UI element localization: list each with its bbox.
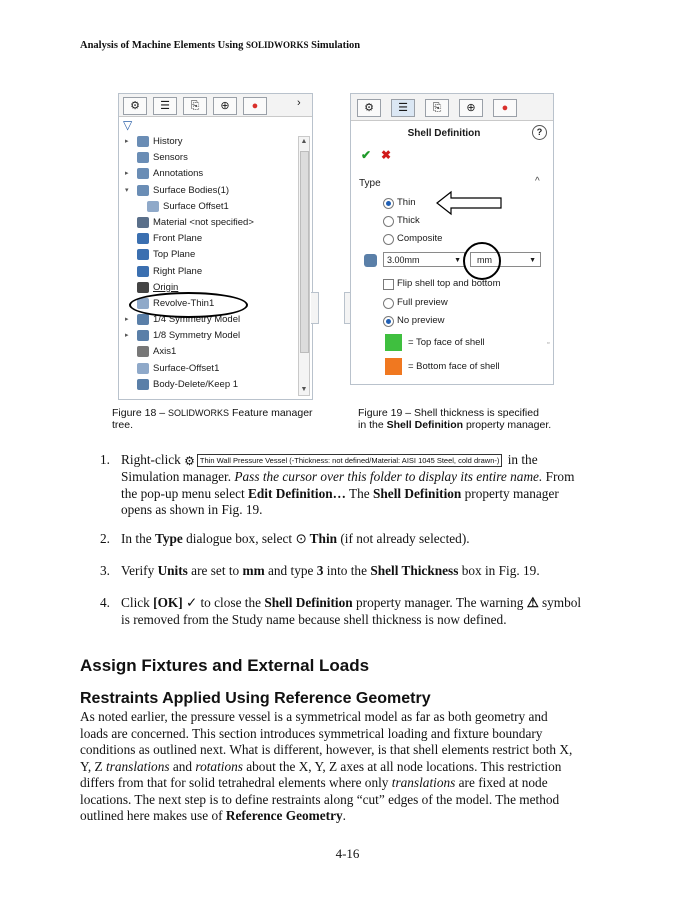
tree-item-icon <box>137 282 149 293</box>
highlight-ellipse <box>129 292 248 318</box>
feature-manager-tab-icon[interactable]: ⚙ <box>123 97 147 115</box>
check-icon: ✓ <box>182 595 198 610</box>
top-face-label: = Top face of shell <box>408 337 485 348</box>
tree-item-icon <box>137 346 149 357</box>
property-manager-tab-icon[interactable]: ☰ <box>153 97 177 115</box>
chevron-right-icon[interactable]: › <box>297 97 301 109</box>
cancel-button[interactable]: ✖ <box>381 148 392 162</box>
collapse-icon[interactable]: ^ <box>535 176 540 187</box>
display-manager-tab-icon[interactable]: ● <box>243 97 267 115</box>
tree-item-icon <box>137 330 149 341</box>
subsection-heading: Restraints Applied Using Reference Geometry <box>80 690 431 707</box>
property-manager-tab-icon[interactable]: ☰ <box>391 99 415 117</box>
tree-item-label: 1/8 Symmetry Model <box>153 330 241 342</box>
radio-button[interactable] <box>383 216 394 227</box>
tree-item-icon <box>137 249 149 260</box>
tree-item-label: Right Plane <box>153 265 203 277</box>
body-paragraph: As noted earlier, the pressure vessel is a symmetrical model as far as both geometry and loads are concerned. This section introduces symmetrical loading and fixture boundary conditions as outlined next. What is different, however, is that shell elements restrict both X, Y, Z translations and rotations about the X, Y, Z axes at all node locations. This restriction differs from that for solid tetrahedral elements where only translations are fixed at node locations. The next step is to define restraints along “cut” edges of the model. The method outlined here makes use of Reference Geometry. <box>80 709 573 823</box>
step-3-text: Verify Units are set to mm and type 3 into the Shell Thickness box in Fig. 19. <box>121 563 540 578</box>
configuration-manager-tab-icon[interactable]: ⎘ <box>183 97 207 115</box>
tree-item-label: Surface Bodies(1) <box>153 184 230 196</box>
tree-item-label: Top Plane <box>153 249 196 261</box>
tree-item-icon <box>137 217 149 228</box>
expand-icon[interactable]: ▸ <box>125 316 129 324</box>
tree-item-label: History <box>153 136 183 147</box>
tree-item[interactable] <box>123 231 299 247</box>
scroll-up-icon[interactable]: ▲ <box>300 138 308 145</box>
tree-item-icon <box>137 152 149 163</box>
tree-item-label: Material <not specified> <box>153 216 254 228</box>
step-2-text: In the Type dialogue box, select ⊙ Thin (if not already selected). <box>121 531 470 546</box>
dimxpert-tab-icon[interactable]: ⊕ <box>213 97 237 115</box>
tree-item[interactable] <box>123 134 299 150</box>
tree-item[interactable] <box>123 183 299 199</box>
scroll-handle-icon[interactable]: ▫ <box>547 340 550 347</box>
tree-item-label: Surface-Offset1 <box>153 362 220 374</box>
scroll-down-icon[interactable]: ▼ <box>300 386 308 393</box>
running-head: Analysis of Machine Elements Using SOLIDWORKS Simulation <box>80 40 361 51</box>
feature-manager-tab-icon[interactable]: ⚙ <box>357 99 381 117</box>
feature-tree-scrollbar[interactable] <box>298 136 310 396</box>
bottom-face-label: = Bottom face of shell <box>408 361 500 372</box>
tree-item-icon <box>137 136 149 147</box>
tree-item[interactable] <box>123 215 299 231</box>
page-number: 4-16 <box>335 846 360 861</box>
chevron-down-icon[interactable]: ▼ <box>529 257 536 264</box>
tree-item[interactable] <box>123 361 299 377</box>
expand-icon[interactable]: ▸ <box>125 138 129 145</box>
callout-arrow-icon <box>435 190 505 216</box>
radio-button[interactable] <box>383 316 394 327</box>
shell-thickness-icon <box>364 254 377 267</box>
unit-select[interactable]: mm ▼ <box>470 252 541 267</box>
expand-icon[interactable]: ▸ <box>125 170 129 178</box>
radio-button[interactable] <box>383 234 394 245</box>
tree-item-label: Sensors <box>153 152 188 164</box>
tree-item-label: Surface Offset1 <box>163 200 229 212</box>
feature-tree <box>123 134 299 393</box>
tree-item-label: Revolve-Thin1 <box>153 297 215 309</box>
property-manager-toolbar <box>351 94 553 121</box>
tree-item[interactable] <box>123 199 299 215</box>
tree-item-label: Axis1 <box>153 346 177 358</box>
feature-manager-panel <box>118 93 313 400</box>
shell-icon: ⚙ <box>184 453 195 468</box>
tree-item[interactable] <box>123 344 299 360</box>
tree-item-icon <box>137 314 149 325</box>
figure-18-caption: Figure 18 – SOLIDWORKS Feature manager tree. <box>112 407 313 431</box>
tree-item-label: Body-Delete/Keep 1 <box>153 378 239 390</box>
tree-item-label: Origin <box>153 281 179 293</box>
filter-icon[interactable]: ▽ <box>123 118 133 132</box>
tree-item-label: Front Plane <box>153 233 203 245</box>
display-manager-tab-icon[interactable]: ● <box>493 99 517 117</box>
dimxpert-tab-icon[interactable]: ⊕ <box>459 99 483 117</box>
top-face-color-swatch[interactable] <box>385 334 402 351</box>
highlight-circle <box>463 242 501 280</box>
warning-icon: ⚠ <box>526 595 539 610</box>
tree-item-icon <box>137 168 149 179</box>
section-heading: Assign Fixtures and External Loads <box>80 656 370 675</box>
bottom-face-color-swatch[interactable] <box>385 358 402 375</box>
scroll-thumb[interactable] <box>300 151 309 353</box>
tree-item-icon <box>137 185 149 196</box>
tree-item[interactable] <box>123 264 299 280</box>
step-4-text: Click [OK] ✓ to close the Shell Definition property manager. The warning ⚠ symbol is removed from the Study name because shell thickness is now defined. <box>121 595 582 627</box>
tree-item[interactable] <box>123 150 299 166</box>
tree-item-icon <box>137 379 149 390</box>
shell-thickness-input[interactable]: 3.00mm ▼ <box>383 252 465 267</box>
study-folder-label: Thin Wall Pressure Vessel (-Thickness: not defined/Material: AISI 1045 Steel, cold drawn-) <box>197 454 502 467</box>
radio-button[interactable] <box>383 198 394 209</box>
panel-splitter-handle[interactable] <box>311 292 319 324</box>
tree-item-label: Annotations <box>153 168 204 180</box>
expand-icon[interactable]: ▸ <box>125 332 129 340</box>
configuration-manager-tab-icon[interactable]: ⎘ <box>425 99 449 117</box>
checkbox[interactable] <box>383 279 394 290</box>
radio-selected-icon: ⊙ <box>295 531 307 546</box>
tree-item-icon <box>137 233 149 244</box>
step-1-text: Right-click ⚙ Thin Wall Pressure Vessel (-Thickness: not defined/Material: AISI 1045 Steel, cold drawn-) in the Simulation manager. Pass the cursor over this folder to display its entire name. From the pop-up menu select Edit Definition… The Shell Definition property manager opens as shown in Fig. 19. <box>121 452 575 518</box>
ok-button[interactable]: ✔ <box>361 148 372 162</box>
tree-item[interactable] <box>123 377 299 393</box>
tree-item[interactable] <box>123 328 299 344</box>
expand-icon[interactable]: ▾ <box>125 186 129 194</box>
shell-definition-panel: ⚙ ☰ ⎘ ⊕ ● Shell Definition ? ✔ ✖ Type ^ Thin Thick Composite 3.00mm ▼ mm ▼ Flip shell top and bottom Full preview No preview = Top face of shell = Bottom face of shell ▫ <box>350 93 554 385</box>
spinner-icon[interactable]: ▼ <box>454 257 461 264</box>
tree-item[interactable] <box>123 166 299 182</box>
radio-button[interactable] <box>383 298 394 309</box>
help-icon[interactable]: ? <box>532 125 547 140</box>
tree-item-icon <box>137 363 149 374</box>
tree-item-icon <box>137 266 149 277</box>
tree-item-label: 1/4 Symmetry Model <box>153 314 241 326</box>
panel-title: Shell Definition <box>407 128 481 139</box>
type-section-label: Type <box>359 178 381 189</box>
figure-19-caption: Figure 19 – Shell thickness is specified in the Shell Definition property manager. <box>358 407 552 431</box>
feature-manager-toolbar <box>119 94 312 117</box>
tree-item[interactable] <box>123 247 299 263</box>
tree-item-icon <box>147 201 159 212</box>
